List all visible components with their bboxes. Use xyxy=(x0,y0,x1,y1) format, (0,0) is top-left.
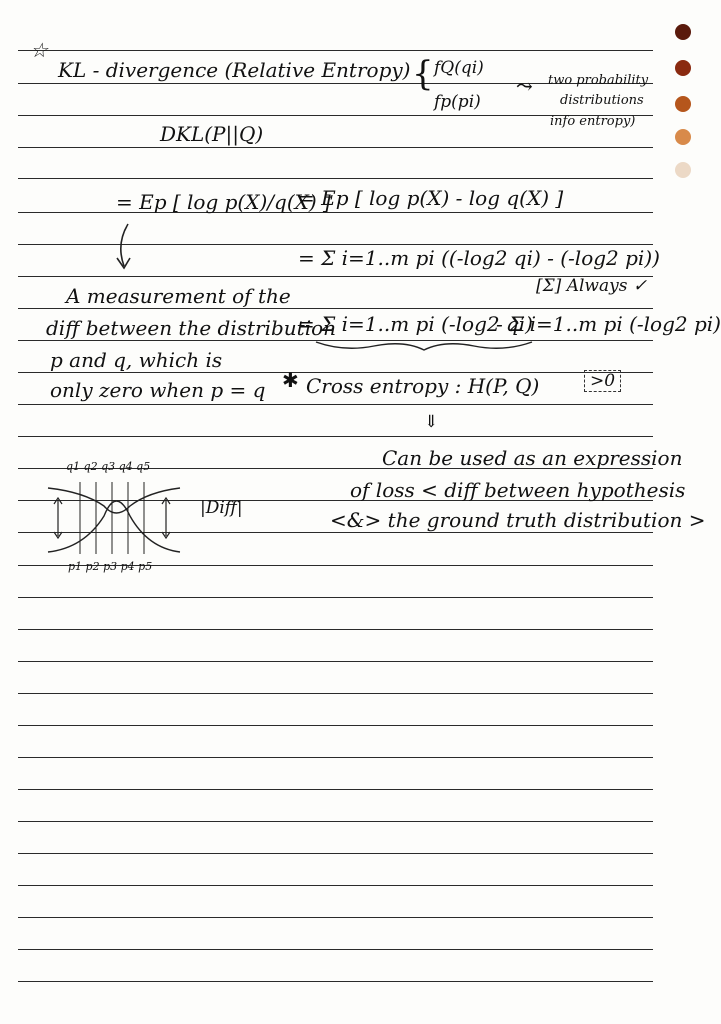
tab-dot-1 xyxy=(675,24,691,40)
diff-label: |Diff| xyxy=(200,498,243,518)
curved-arrow-icon xyxy=(110,222,140,272)
diagram-top-labels: q1 q2 q3 q4 q5 xyxy=(66,460,151,473)
usage-line-3: <&> the ground truth distribution > xyxy=(330,508,706,532)
distribution-diagram xyxy=(44,476,184,556)
tab-dot-2 xyxy=(675,60,691,76)
equation-1-right: = Ep [ log p(X) - log q(X) ] xyxy=(298,186,564,210)
equation-3-a: = Σ i=1..m pi (-log2 qi) xyxy=(298,312,533,336)
always-label: [Σ] Always ✓ xyxy=(536,276,648,296)
double-arrow-down-icon: ⇓ xyxy=(424,412,439,432)
page-title: KL - divergence (Relative Entropy) xyxy=(58,58,411,82)
distributions-label: distributions xyxy=(560,93,644,108)
fq-label: fQ(qi) xyxy=(434,58,484,78)
brace-icon: { xyxy=(412,54,434,94)
explain-line-2: diff between the distribution xyxy=(46,316,337,340)
fp-label: fp(pi) xyxy=(434,92,481,112)
tab-dot-5 xyxy=(675,162,691,178)
usage-line-2: of loss < diff between hypothesis xyxy=(350,478,686,502)
diagram-bottom-labels: p1 p2 p3 p4 p5 xyxy=(68,560,153,573)
equation-1-left: = Ep [ log p(X)/q(X) ] xyxy=(116,190,331,214)
explain-line-3: p and q, which is xyxy=(50,348,223,372)
tab-dot-3 xyxy=(675,96,691,112)
dkl-label: DKL(P||Q) xyxy=(160,122,264,146)
equation-2: = Σ i=1..m pi ((-log2 qi) - (-log2 pi)) xyxy=(298,246,660,270)
tab-dot-4 xyxy=(675,129,691,145)
ge-zero-label: >0 xyxy=(584,370,621,392)
equation-3-b: - Σ i=1..m pi (-log2 pi) xyxy=(496,312,721,336)
cross-entropy-label: Cross entropy : H(P, Q) xyxy=(306,374,540,398)
explain-line-4: only zero when p = q xyxy=(50,378,266,402)
squiggle-arrow-icon: ⤳ xyxy=(516,74,533,98)
star-icon: ✱ xyxy=(282,368,299,392)
explain-line-1: A measurement of the xyxy=(66,284,291,308)
usage-line-1: Can be used as an expression xyxy=(382,446,683,470)
two-probability-label: two probability xyxy=(548,73,649,88)
underbrace-squiggle xyxy=(314,338,534,358)
info-entropy-label: info entropy) xyxy=(550,114,636,129)
star-doodle-icon: ☆ xyxy=(30,38,48,62)
